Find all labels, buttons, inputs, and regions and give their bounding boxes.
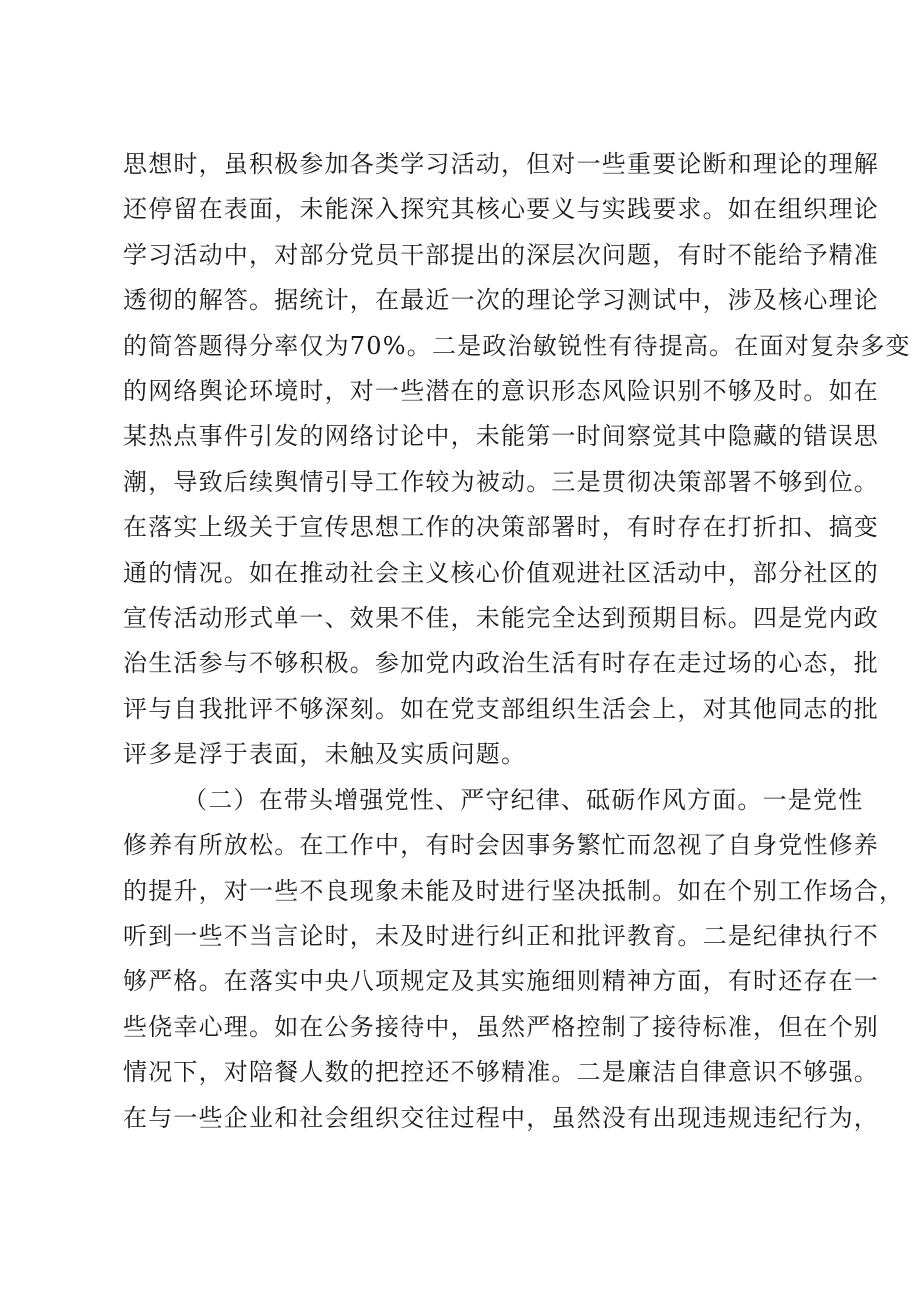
section-heading-line: （二）在带头增强党性、严守纪律、砥砺作风方面。一是党性: [183, 785, 864, 814]
text-line: 某热点事件引发的网络讨论中，未能第一时间察觉其中隐藏的错误思: [123, 422, 879, 451]
text-line: 些侥幸心理。如在公务接待中，虽然严格控制了接待标准，但在个别: [123, 1012, 879, 1041]
text-line: 学习活动中，对部分党员干部提出的深层次问题，有时不能给予精准: [123, 240, 879, 269]
text-line: 听到一些不当言论时，未及时进行纠正和批评教育。二是纪律执行不: [123, 921, 879, 950]
text-line: 的简答题得分率仅为70%。二是政治敏锐性有待提高。在面对复杂多变: [123, 331, 911, 360]
text-line: 思想时，虽积极参加各类学习活动，但对一些重要论断和理论的理解: [123, 150, 879, 178]
text-line: 够严格。在落实中央八项规定及其实施细则精神方面，有时还存在一: [123, 967, 879, 996]
text-line: 治生活参与不够积极。参加党内政治生活有时存在走过场的心态，批: [123, 649, 879, 678]
text-line: 宣传活动形式单一、效果不佳，未能完全达到预期目标。四是党内政: [123, 604, 879, 633]
text-line: 评与自我批评不够深刻。如在党支部组织生活会上，对其他同志的批: [123, 694, 879, 723]
paragraph-2: [123, 778, 905, 1141]
text-line: 修养有所放松。在工作中，有时会因事务繁忙而忽视了自身党性修养: [123, 831, 879, 860]
text-line: 的网络舆论环境时，对一些潜在的意识形态风险识别不够及时。如在: [123, 377, 879, 406]
text-line: 评多是浮于表面，未触及实质问题。: [123, 740, 527, 769]
text-line: 的提升，对一些不良现象未能及时进行坚决抵制。如在个别工作场合，: [123, 876, 905, 905]
text-line: 通的情况。如在推动社会主义核心价值观进社区活动中，部分社区的: [123, 558, 879, 587]
text-line: 潮，导致后续舆情引导工作较为被动。三是贯彻决策部署不够到位。: [123, 467, 879, 496]
text-line: 在落实上级关于宣传思想工作的决策部署时，有时存在打折扣、搞变: [123, 513, 879, 542]
document-body: [123, 142, 911, 1141]
text-line: 透彻的解答。据统计，在最近一次的理论学习测试中，涉及核心理论: [123, 286, 879, 315]
text-line: 还停留在表面，未能深入探究其核心要义与实践要求。如在组织理论: [123, 195, 879, 224]
text-line: 情况下，对陪餐人数的把控还不够精准。二是廉洁自律意识不够强。: [123, 1058, 879, 1087]
paragraph-1: [123, 142, 911, 778]
text-line: 在与一些企业和社会组织交往过程中，虽然没有出现违规违纪行为，: [123, 1103, 879, 1132]
